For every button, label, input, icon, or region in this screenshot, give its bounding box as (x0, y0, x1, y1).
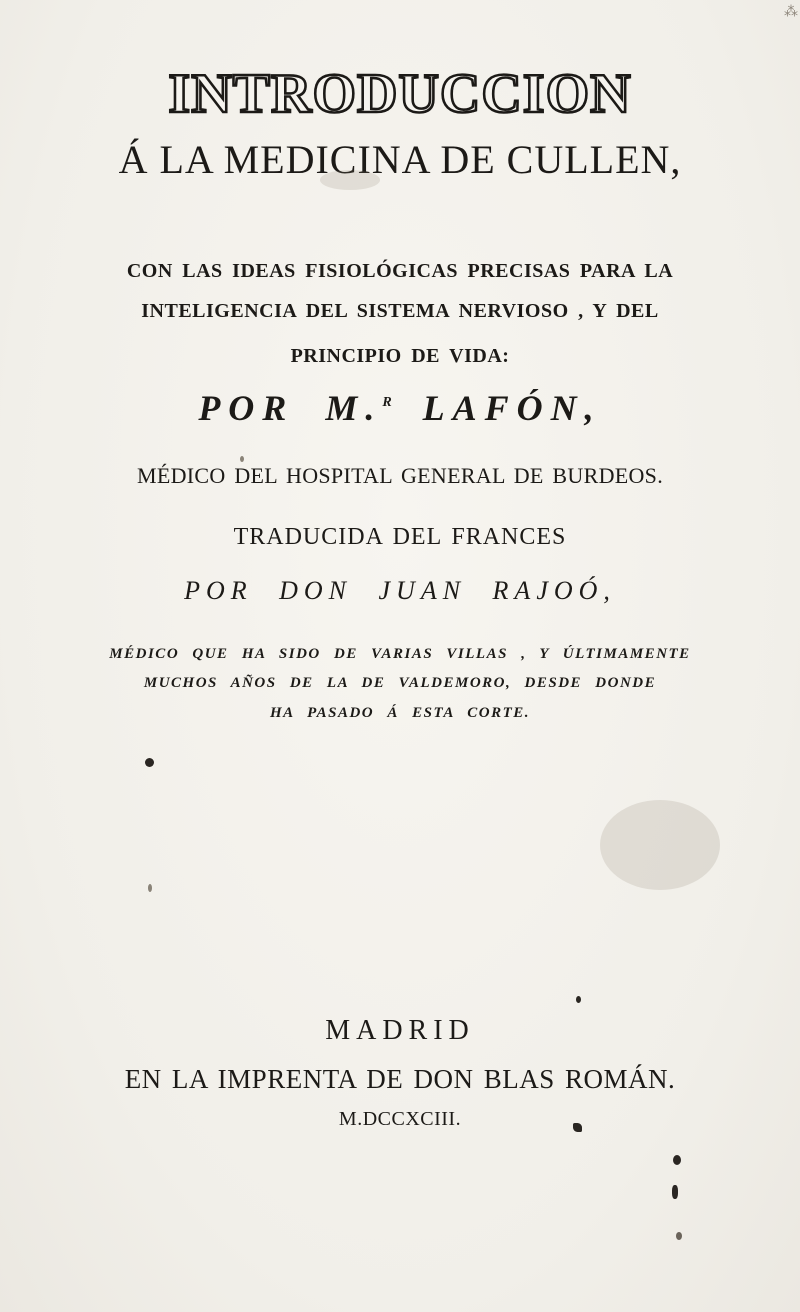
description-line-2: INTELIGENCIA DEL SISTEMA NERVIOSO , Y DEL (141, 300, 659, 322)
author-line (0, 387, 800, 429)
author-prefix: POR M. (198, 388, 383, 428)
ink-speck (673, 1155, 681, 1165)
description-line-3: PRINCIPIO DE VIDA: (290, 345, 510, 367)
translator-role-line-1: MÉDICO QUE HA SIDO DE VARIAS VILLAS , Y ÚLTIMAMENTE (109, 646, 691, 662)
author-superscript: R (382, 395, 392, 410)
main-title: INTRODUCCION (168, 63, 632, 125)
imprint-city: MADRID (325, 1015, 475, 1046)
description-line-1: CON LAS IDEAS FISIOLÓGICAS PRECISAS PARA LA (126, 260, 674, 282)
ink-speck (573, 1123, 582, 1132)
paper-stain (320, 170, 380, 190)
translator-role-line-2: MUCHOS AÑOS DE LA DE VALDEMORO, DESDE DONDE (143, 675, 657, 691)
ink-speck (148, 884, 152, 892)
ink-speck (145, 758, 154, 767)
translator-name: POR DON JUAN RAJOÓ, (184, 576, 616, 605)
translator-role-line-3: HA PASADO Á ESTA CORTE. (269, 705, 531, 721)
paper-stain (600, 800, 720, 890)
ink-speck (672, 1185, 678, 1199)
subtitle: Á LA MEDICINA DE CULLEN, (118, 137, 682, 182)
translation-label: TRADUCIDA DEL FRANCES (233, 524, 567, 550)
corner-ink-mark: ⁂ (784, 4, 798, 20)
ink-speck (240, 456, 244, 462)
ink-speck (576, 996, 581, 1003)
imprint-year: M.DCCXCIII. (338, 1108, 462, 1130)
ink-speck (676, 1232, 682, 1240)
author-name: LAFÓN, (422, 388, 602, 428)
author-role: MÉDICO DEL HOSPITAL GENERAL DE BURDEOS. (136, 463, 664, 488)
imprint-press: EN LA IMPRENTA DE DON BLAS ROMÁN. (124, 1064, 676, 1094)
